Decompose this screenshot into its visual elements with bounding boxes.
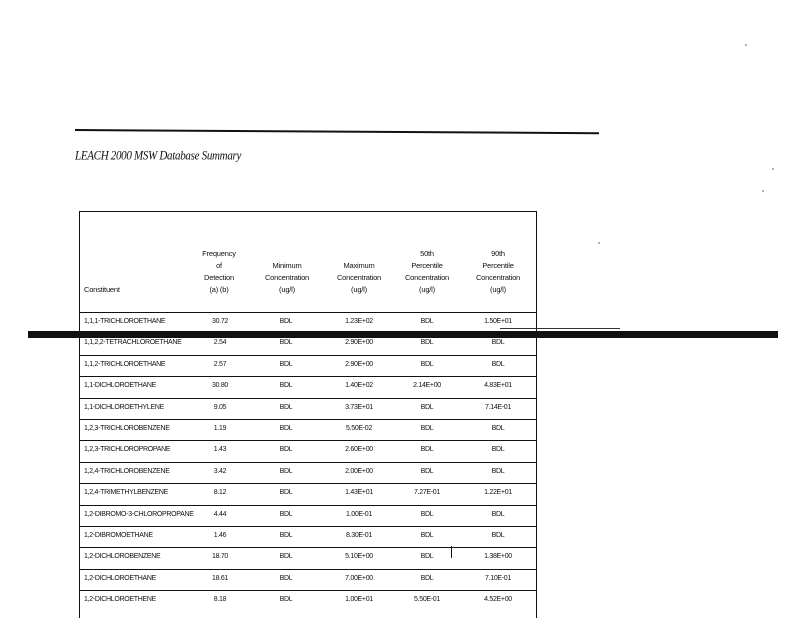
maximum-cell: 7.00E+00: [345, 574, 373, 582]
frequency-cell: 1.46: [213, 532, 227, 539]
minimum-cell: BDL: [279, 596, 293, 604]
header-minimum: Minimum Concentration (ug/l): [264, 261, 310, 294]
p90-cell: 4.52E+00: [484, 596, 512, 604]
table-row: [80, 398, 536, 419]
p50-cell: BDL: [420, 360, 434, 368]
frequency-cell: 2.57: [213, 360, 227, 368]
p50-cell: BDL: [420, 553, 434, 561]
scan-speck: [745, 44, 747, 46]
constituent-cell: 1,2-DICHLOROBENZENE: [84, 553, 161, 561]
p90-cell: 7.10E-01: [484, 574, 511, 582]
constituent-cell: 1,1,1-TRICHLOROETHANE: [84, 318, 166, 325]
p90-cell: BDL: [491, 360, 505, 368]
frequency-cell: 30.72: [211, 318, 229, 325]
constituent-cell: 1,2,4-TRICHLOROBENZENE: [84, 467, 170, 475]
table-row: [80, 547, 536, 568]
table-row: [80, 462, 536, 483]
minimum-cell: BDL: [279, 339, 293, 347]
p90-cell: BDL: [491, 425, 505, 432]
p90-cell: 1.38E+00: [484, 553, 512, 561]
table-row: [80, 483, 536, 504]
frequency-cell: 9.05: [213, 403, 227, 411]
maximum-cell: 1.40E+02: [345, 382, 373, 390]
scan-speck: [598, 242, 600, 244]
frequency-cell: 8.18: [213, 596, 227, 604]
p50-cell: BDL: [420, 574, 434, 582]
minimum-cell: BDL: [279, 553, 293, 561]
table-header: [80, 212, 536, 312]
header-maximum: Maximum Concentration (ug/l): [336, 261, 382, 294]
frequency-cell: 2.54: [213, 339, 227, 347]
p50-cell: 7.27E-01: [413, 489, 440, 497]
p90-cell: BDL: [491, 467, 505, 475]
maximum-cell: 1.00E+01: [345, 596, 373, 604]
scan-artifact-bar: [28, 331, 778, 338]
maximum-cell: 5.50E-02: [345, 425, 372, 432]
constituent-cell: 1,2,3-TRICHLOROBENZENE: [84, 425, 170, 432]
p50-cell: BDL: [420, 403, 434, 411]
scan-mark: [451, 546, 452, 558]
constituent-cell: 1,1,2-TRICHLOROETHANE: [84, 360, 166, 368]
constituent-cell: 1,1-DICHLOROETHYLENE: [84, 403, 164, 411]
maximum-cell: 2.60E+00: [345, 446, 373, 454]
scan-artifact-line: [500, 328, 620, 329]
scan-speck: [772, 168, 774, 170]
p90-cell: BDL: [491, 446, 505, 454]
constituent-cell: 1,2,3-TRICHLOROPROPANE: [84, 446, 171, 454]
scan-speck: [762, 190, 764, 192]
maximum-cell: 2.90E+00: [345, 339, 373, 347]
frequency-cell: 3.42: [213, 467, 227, 475]
header-90th-percentile: 90th Percentile Concentration (ug/l): [475, 249, 521, 294]
p90-cell: 4.83E+01: [484, 382, 512, 390]
table-row: [80, 526, 536, 547]
table-row: [80, 569, 536, 590]
frequency-cell: 18.70: [211, 553, 229, 561]
p90-cell: 7.14E-01: [484, 403, 511, 411]
minimum-cell: BDL: [279, 532, 293, 539]
frequency-cell: 1.43: [213, 446, 227, 454]
constituent-cell: 1,1-DICHLOROETHANE: [84, 382, 157, 390]
p50-cell: BDL: [420, 318, 434, 325]
maximum-cell: 5.10E+00: [345, 553, 373, 561]
minimum-cell: BDL: [279, 403, 293, 411]
maximum-cell: 2.90E+00: [345, 360, 373, 368]
maximum-cell: 2.00E+00: [345, 467, 373, 475]
header-frequency: Frequency of Detection (a) (b): [202, 249, 236, 294]
frequency-cell: 1.19: [213, 425, 227, 432]
p90-cell: 1.50E+01: [484, 318, 512, 325]
maximum-cell: 1.00E-01: [345, 510, 372, 518]
constituent-cell: 1,2-DIBROMO-3-CHLOROPROPANE: [84, 510, 194, 518]
frequency-cell: 4.44: [213, 510, 227, 518]
p50-cell: 5.50E-01: [413, 596, 440, 604]
constituent-cell: 1,1,2,2-TETRACHLOROETHANE: [84, 339, 182, 347]
table-row: [80, 355, 536, 376]
maximum-cell: 8.30E-01: [345, 532, 372, 539]
p90-cell: BDL: [491, 339, 505, 347]
p50-cell: BDL: [420, 467, 434, 475]
p50-cell: BDL: [420, 339, 434, 347]
maximum-cell: 1.43E+01: [345, 489, 373, 497]
minimum-cell: BDL: [279, 425, 293, 432]
p50-cell: BDL: [420, 425, 434, 432]
p50-cell: BDL: [420, 446, 434, 454]
minimum-cell: BDL: [279, 360, 293, 368]
frequency-cell: 18.61: [211, 574, 229, 582]
top-rule: [75, 129, 599, 134]
maximum-cell: 3.73E+01: [345, 403, 373, 411]
minimum-cell: BDL: [279, 382, 293, 390]
minimum-cell: BDL: [279, 446, 293, 454]
minimum-cell: BDL: [279, 510, 293, 518]
table-row: [80, 505, 536, 526]
table-row: [80, 419, 536, 440]
table-row: [80, 376, 536, 397]
header-50th-percentile: 50th Percentile Concentration (ug/l): [404, 249, 450, 294]
constituent-cell: 1,2-DIBROMOETHANE: [84, 532, 153, 539]
p90-cell: BDL: [491, 532, 505, 539]
minimum-cell: BDL: [279, 467, 293, 475]
p90-cell: BDL: [491, 510, 505, 518]
table-row: [80, 312, 536, 333]
minimum-cell: BDL: [279, 318, 293, 325]
frequency-cell: 8.12: [213, 489, 227, 497]
maximum-cell: 1.23E+02: [345, 318, 373, 325]
header-constituent: Constituent: [84, 285, 120, 294]
constituent-cell: 1,2-DICHLOROETHENE: [84, 596, 157, 604]
table-row: [80, 590, 536, 611]
constituent-cell: 1,2-DICHLOROETHANE: [84, 574, 157, 582]
minimum-cell: BDL: [279, 489, 293, 497]
data-table: [79, 211, 537, 618]
table-row: [80, 440, 536, 461]
constituent-cell: 1,2,4-TRIMETHYLBENZENE: [84, 489, 169, 497]
document-title: LEACH 2000 MSW Database Summary: [75, 149, 242, 163]
p50-cell: 2.14E+00: [413, 382, 441, 390]
p90-cell: 1.22E+01: [484, 489, 512, 497]
frequency-cell: 30.80: [211, 382, 229, 390]
p50-cell: BDL: [420, 510, 434, 518]
minimum-cell: BDL: [279, 574, 293, 582]
p50-cell: BDL: [420, 532, 434, 539]
